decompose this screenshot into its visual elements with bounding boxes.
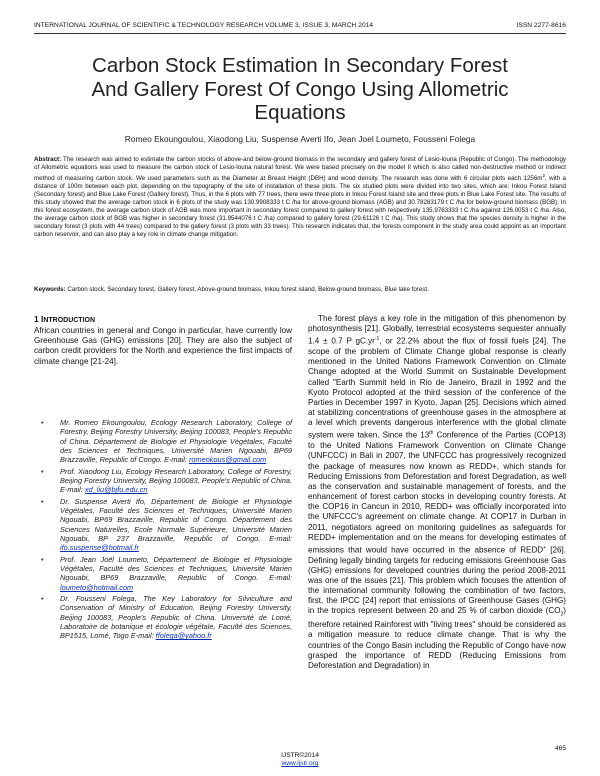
footer-copyright: IJSTR©2014 — [281, 752, 319, 759]
affiliation-text: Dr. Fousseni Folega, The Key Laboratory for Silviculture and Conservation of Ministry of Education, Beijing Forestry University, Beijing 100083, People's Republic of China. Université de Lomé, Laboratoire de botanique et écologie végétale, Faculté des Sciences, BP1515, Lomé, Togo E-mail: — [60, 594, 292, 641]
section-heading-introduction — [34, 314, 292, 324]
abstract-label: Abstract: — [34, 156, 62, 163]
affiliation-text: Prof. Jean Joël Loumeto, Département de Biologie et Physiologie Végétales, Faculté des Sciences et Techniques, Université Marien Ngouabi, BP69 Brazzaville, Republic of Congo. E-mail: — [60, 554, 292, 583]
paper-title — [34, 54, 566, 125]
author-email-link[interactable]: romeokous@gmail.com — [188, 455, 267, 465]
body-paragraph — [308, 314, 566, 671]
affiliation-item — [34, 555, 292, 592]
affiliation-item — [34, 467, 292, 495]
page-number: 465 — [554, 745, 566, 752]
affiliation-item — [34, 594, 292, 640]
left-column — [34, 314, 292, 367]
journal-url-link[interactable]: www.ijstr.org — [281, 760, 319, 767]
body-subscript: 2 — [560, 612, 564, 619]
affiliation-text: Mr. Romeo Ekoungoulou, Ecology Research Laboratory, College of Forestry, Beijing Forestry University, Beijing 100083, People's Republic of China. Département de Biologie et Physiologie Végétales, Faculté des Sciences et Techniques, Université Marien Ngouabi, BP69 Brazzaville, Republic of Congo. E-mail: — [60, 418, 292, 465]
bullet-icon: • — [41, 496, 44, 506]
affiliation-text: Prof. Xiaodong Liu, Ecology Research Laboratory, College of Forestry, Beijing Forestry University, Beijing 100083, People's Republic of China. E-mail: — [60, 466, 292, 495]
section-heading-rest: NTRODUCTION — [43, 317, 96, 324]
abstract-superscript: 2 — [542, 173, 545, 179]
body-superscript-1: -1 — [374, 336, 380, 343]
body-text-2: , or 22.2% about the flux of fossil fuels [24]. The scope of the problem of Climate Change global response is clearly mentioned in the United Nations Framework Convention on Climate Change adopted at the World Summit on Sustainable Development called "Earth Summit held in Rio de Janeiro, Brazil in 1992 and the Kyoto Protocol adopted at the third session of the conference of the Parties in December 1997 in Kyoto, Japan [25]. Decisions which aimed at stabilizing concentrations of greenhouse gases in the atmosphere at a level which prevents dangerous interference with the global climate system were taken. Since the 13 — [308, 337, 566, 441]
header-divider — [34, 33, 566, 34]
abstract — [34, 156, 566, 240]
author-email-link[interactable]: loumeto@hotmail.com — [60, 582, 134, 592]
keywords — [34, 286, 566, 294]
bullet-icon: • — [41, 418, 44, 427]
author-email-link[interactable]: ifo.suspense@hotmail.fr — [60, 543, 139, 553]
section-number: 1 I — [34, 314, 44, 324]
bullet-icon: • — [41, 594, 44, 604]
journal-name: INTERNATIONAL JOURNAL OF SCIENTIFIC & TECHNOLOGY RESEARCH VOLUME 3, ISSUE 3, MARCH 2014 — [34, 22, 374, 29]
right-column — [308, 314, 566, 671]
author-email-link[interactable]: ffolega@yahoo.fr — [155, 631, 212, 641]
abstract-text-1: The research was aimed to estimate the carbon stocks of above-and below-ground biomass in the secondary and gallery forest of Lesio-louna (Republic of Congo). The methodology of Allometric equations was used to measure the carbon stock of Lesio-louna natural forest. We were based precisely on the model II which is also called non-destructive method or indirect method of measuring carbon stock. We used parameters such as the Diameter at Breast Height (DBH) and wood density. The research was done with 6 circular plots each 1256m — [34, 156, 566, 183]
issn: ISSN 2277-8616 — [516, 22, 566, 29]
author-list: Romeo Ekoungoulou, Xiaodong Liu, Suspense Averti Ifo, Jean Joel Loumeto, Fousseni Folega — [124, 134, 476, 144]
affiliation-item — [34, 497, 292, 553]
title-line-2: And Gallery Forest Of Congo Using Allometric — [91, 77, 509, 101]
affiliation-item — [34, 418, 292, 464]
body-text-1: The forest plays a key role in the mitigation of this phenomenon by photosynthesis [21]. Globally, terrestrial ecosystems sequester annually 1.4 ± 0.7 P gC.yr — [308, 314, 566, 346]
body-text-3: Conference of the Parties (COP13) to the United Nations Framework Convention on Climate Change (UNFCCC) in Bali in 2007, the UNFCCC has progressively recognized the package of measures now known as REDD+, which stands for Reducing Emissions from Deforestation and forest Degradation, as well as the conservation and sustainable management of forests, and the enhancement of forest carbon stocks in developing country forests. At the COP16 in Cancun in 2010, REDD+ was officially incorporated into the UNFCCC's agreement on climate change. At COP17 in Durban in 2011, negotiators agreed on monitoring guidelines as safeguards for REDD+ implementation and on the means for developing estimates of emissions that would have occurred in the absence of REDD — [308, 431, 567, 555]
intro-paragraph: African countries in general and Congo in particular, have currently low Greenhouse Gas (GHG) emissions [20]. They are also the subject of carbon credit providers for the North and experience the first impacts of climate change [21-24]. — [34, 326, 292, 366]
keywords-text: Carbon stock, Secondary forest, Gallery forest, Above-ground biomass, Inkou forest island, Below-ground biomass, Blue lake forest. — [65, 286, 429, 293]
bullet-icon: • — [41, 554, 44, 564]
body-text-5: ) therefore retained Rainforest with "living trees" should be considered as a mitigation measure to reduce climate change. That is why the countries of the Congo Basin including the Republic of Congo have now grasped the importance of REDD (Reducing Emissions from Deforestation and Degradation) in — [308, 606, 566, 670]
title-line-3: Equations — [254, 101, 346, 124]
title-line-1: Carbon Stock Estimation In Secondary Forest — [92, 54, 508, 77]
body-superscript-2: th — [429, 430, 434, 437]
body-text-4: [26]. Defining legally binding targets for reducing emissions Greenhouse Gas (GHG) emissions for developed countries during the period 2008-2011 was one of the issues [21]. This problem which focuses the attention of the international community following the combination of two factors, first, the IPCC [24] report that emissions of Greenhouse Gases (GHG) in the tropics represent between 20 and 25 % of carbon dioxide (CO — [308, 545, 566, 616]
body-superscript-3: + — [543, 544, 547, 551]
author-email-link[interactable]: xd_liu@bjfu.edu.cn — [84, 485, 148, 495]
author-affiliations — [34, 418, 292, 643]
bullet-icon: • — [41, 466, 44, 476]
abstract-text-2: , with a distance of 100m between each plot, depending on the topography of the site of installation of these plots. The six studied plots were divided into two sites, which are: Inkou Forest Island (Secondary forest) and Blue Lake Forest (Gallery forest). Thus, in the 6 plots with 77 trees, there were three plots in Inkou Forest Island site and three plots in Blue Lake Forest site. The results of this study showed that the average carbon stock in 6 plots of the study was 130.9908333 t C /ha for above-ground biomass (AGB) and 30.78283179 t C /ha for below-ground biomass (BGB). In this forest ecosystem, the average carbon stock of AGB was more important in secondary forest compared to gallery forest with respectively 135.9763333 t C /ha against 126.0053 t C /ha. Also, the average carbon stock of BGB was higher in secondary forest (31.9544076 t C /ha) compared to gallery forest (29.61126 t C /ha). This study shows that the species density is higher in the secondary forest (3 plots with 44 trees) compared to the gallery forest (3 plots with 33 trees). This research indicates that, the forests component in the study area could appoint as an important carbon reservoir, and can also play a key role in climate change mitigation. — [34, 175, 566, 239]
keywords-label: Keywords: — [34, 286, 66, 293]
affiliation-text: Dr. Suspense Averti Ifo, Département de Biologie et Physiologie Végétales, Faculté des Sciences et Techniques, Université Marien Ngouabi, BP69 Brazzaville, Republic of Congo. Département des Sciences Naturelles, Ecole Normale Supérieure, Université Marien Ngouabi, BP 237 Brazzaville, Republic of Congo. E-mail: — [60, 496, 292, 543]
